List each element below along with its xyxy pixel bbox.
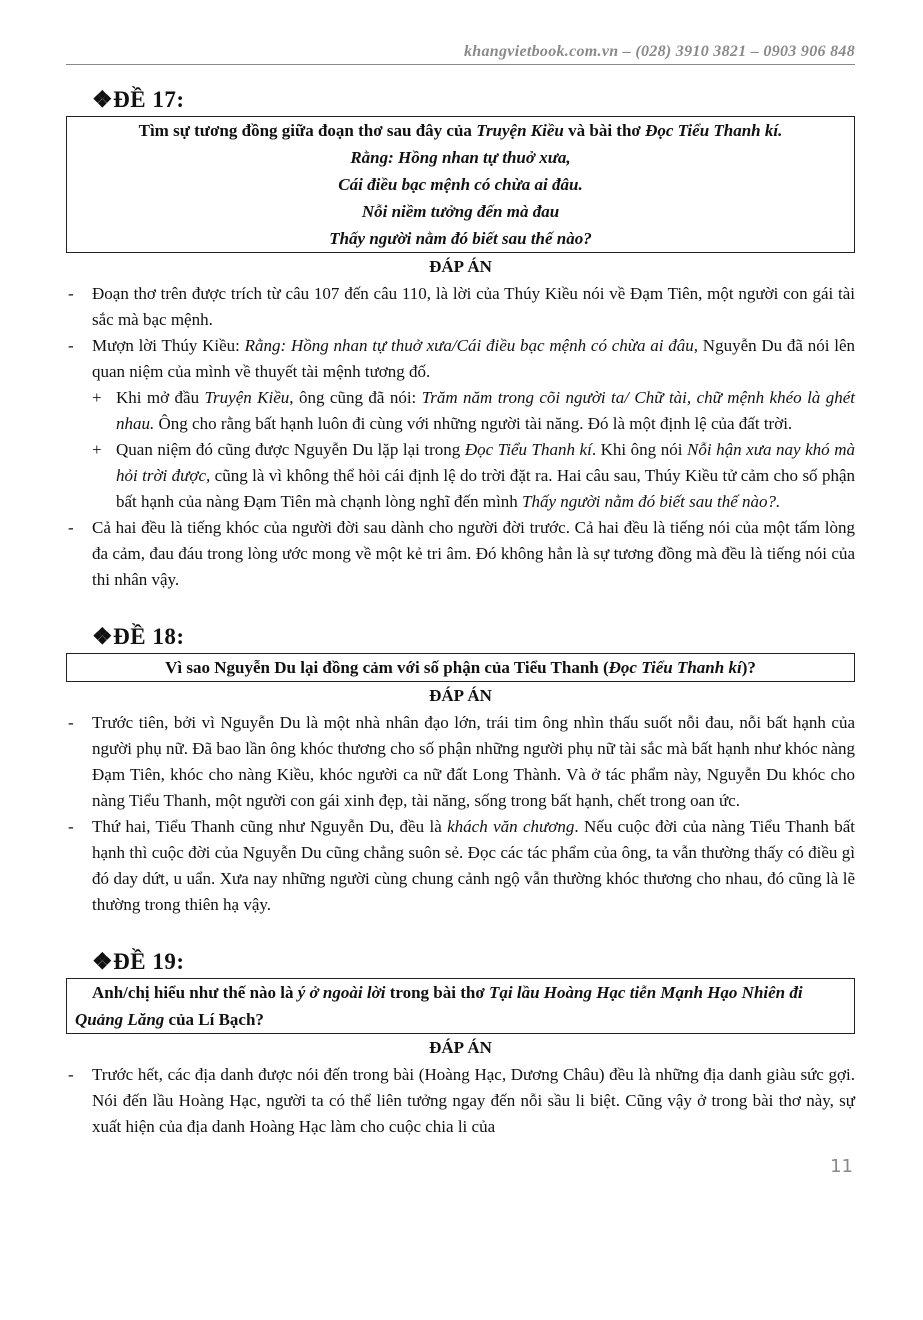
answer-label: ĐÁP ÁN bbox=[429, 686, 492, 705]
question-box bbox=[66, 116, 855, 253]
text-run: và bài thơ bbox=[563, 121, 646, 140]
question-line bbox=[75, 979, 846, 1033]
text-run: Ông cho rằng bất hạnh luôn đi cùng với những người tài năng. Đó là một định lệ của đất trời. bbox=[154, 414, 793, 433]
text-run: , ông cũng đã nói: bbox=[289, 388, 422, 407]
text-run: của Lí Bạch? bbox=[164, 1010, 264, 1029]
question-line bbox=[75, 117, 846, 144]
question-line bbox=[75, 144, 846, 171]
bullet-marker: - bbox=[68, 518, 74, 537]
question-line bbox=[75, 654, 846, 681]
sub-bullet-item bbox=[66, 437, 860, 515]
bullet-marker: - bbox=[68, 817, 74, 836]
bullet-marker: + bbox=[92, 388, 102, 407]
italic-text: Nỗi hận xưa nay khó mà hỏi trời được, bbox=[116, 440, 860, 485]
italic-text: Rằng: Hồng nhan tự thuở xưa/Cái điều bạc mệnh có chừa ai đâu, bbox=[244, 336, 699, 355]
text-run: )? bbox=[741, 658, 756, 677]
italic-text: Đọc Tiểu Thanh kí. bbox=[645, 121, 783, 140]
question-line bbox=[75, 225, 846, 252]
text-run: Quan niệm đó cũng được Nguyễn Du lặp lại trong bbox=[116, 440, 465, 459]
bullet-item bbox=[66, 814, 860, 918]
text-run: Đoạn thơ trên được trích từ câu 107 đến câu 110, là lời của Thúy Kiều nói về Đạm Tiên, một người con gái tài sắc mà bạc mệnh. bbox=[92, 284, 860, 329]
exercise-heading: ❖ĐỀ 19: bbox=[92, 949, 185, 974]
exercise-section bbox=[66, 623, 860, 918]
exercise-section bbox=[66, 948, 860, 1140]
text-run: Anh/chị hiểu như thế nào là bbox=[75, 983, 298, 1002]
answer-label: ĐÁP ÁN bbox=[429, 257, 492, 276]
text-run: Trước hết, các địa danh được nói đến trong bài (Hoàng Hạc, Dương Châu) đều là những địa danh giàu sức gợi. Nói đến lầu Hoàng Hạc, người ta có thể liên tưởng ngay đến nỗi sầu li biệt. Cũng vậy ở trong bài thơ này, sự xuất hiện của địa danh Hoàng Hạc làm cho cuộc chia li của bbox=[92, 1065, 860, 1136]
text-run: Vì sao Nguyễn Du lại đồng cảm với số phận của Tiểu Thanh ( bbox=[165, 658, 609, 677]
italic-text: Truyện Kiều bbox=[476, 121, 564, 140]
question-line bbox=[75, 198, 846, 225]
question-box bbox=[66, 653, 855, 682]
section-gap bbox=[66, 918, 855, 948]
italic-text: Đọc Tiểu Thanh kí bbox=[608, 658, 742, 677]
answer-label: ĐÁP ÁN bbox=[429, 1038, 492, 1057]
bullet-item bbox=[66, 1062, 860, 1140]
bullet-marker: - bbox=[68, 336, 74, 355]
section-gap bbox=[66, 593, 855, 623]
italic-text: ý ở ngoài lời bbox=[297, 983, 386, 1002]
page-header: khangvietbook.com.vn – (028) 3910 3821 – 0903 906 848 bbox=[464, 43, 855, 60]
exercise-section bbox=[66, 86, 860, 593]
italic-text: Cái điều bạc mệnh có chừa ai đâu. bbox=[338, 175, 583, 194]
question-line bbox=[75, 171, 846, 198]
bullet-item bbox=[66, 515, 860, 593]
exercise-heading: ❖ĐỀ 17: bbox=[92, 87, 185, 112]
text-run: Thứ hai, Tiểu Thanh cũng như Nguyễn Du, đều là bbox=[92, 817, 448, 836]
bullet-marker: - bbox=[68, 284, 74, 303]
italic-text: Tại lầu Hoàng Hạc tiễn Mạnh Hạo Nhiên đi Quảng Lăng bbox=[75, 983, 807, 1029]
italic-text: Đọc Tiểu Thanh kí bbox=[464, 440, 592, 459]
page-number: 11 bbox=[830, 1156, 853, 1177]
text-run: Mượn lời Thúy Kiều: bbox=[92, 336, 245, 355]
exercise-heading: ❖ĐỀ 18: bbox=[92, 624, 185, 649]
bullet-item bbox=[66, 710, 860, 814]
text-run: Khi mở đầu bbox=[116, 388, 205, 407]
text-run: trong bài thơ bbox=[385, 983, 489, 1002]
text-run: Nguyễn Du đã nói lên quan niệm của mình về thuyết tài mệnh tương đố. bbox=[92, 336, 860, 381]
italic-text: Nỗi niềm tưởng đến mà đau bbox=[361, 202, 560, 221]
header-divider bbox=[66, 64, 855, 65]
italic-text: khách văn chương bbox=[447, 817, 575, 836]
sub-bullet-item bbox=[66, 385, 860, 437]
text-run: cũng là vì không thể hỏi cái định lệ do trời đặt ra. Hai câu sau, Thúy Kiều tử cảm cho số phận bất hạnh của nàng Đạm Tiên mà chạnh lòng nghĩ đến mình bbox=[116, 466, 860, 511]
italic-text: Thấy người nằm đó biết sau thế nào?. bbox=[522, 492, 781, 511]
italic-text: Rằng: Hồng nhan tự thuở xưa, bbox=[350, 148, 571, 167]
text-run: Tìm sự tương đồng giữa đoạn thơ sau đây của bbox=[138, 121, 477, 140]
italic-text: Trăm năm trong cõi người ta/ Chữ tài, chữ mệnh khéo là ghét nhau. bbox=[116, 388, 860, 433]
bullet-item bbox=[66, 333, 860, 385]
question-box bbox=[66, 978, 855, 1034]
bullet-marker: - bbox=[68, 713, 74, 732]
italic-text: Thấy người nằm đó biết sau thế nào? bbox=[329, 229, 592, 248]
text-run: . Khi ông nói bbox=[591, 440, 687, 459]
italic-text: Truyện Kiều bbox=[204, 388, 290, 407]
bullet-marker: + bbox=[92, 440, 102, 459]
page-content bbox=[66, 86, 860, 1140]
bullet-item bbox=[66, 281, 860, 333]
text-run: Trước tiên, bởi vì Nguyễn Du là một nhà nhân đạo lớn, trái tim ông nhìn thấu suốt nỗi đau, nỗi bất hạnh của người phụ nữ. Đã bao lần ông khóc thương cho số phận những người phụ nữ tài sắc mà bất hạnh như khóc nàng Đạm Tiên, khóc cho nàng Kiều, khóc người ca nữ đất Long Thành. Và ở tác phẩm này, Nguyễn Du khóc cho nàng Tiểu Thanh, một người con gái xinh đẹp, tài năng, sống trong bất hạnh, chết trong oan ức. bbox=[92, 713, 860, 810]
text-run: . Nếu cuộc đời của nàng Tiểu Thanh bất hạnh thì cuộc đời của Nguyễn Du cũng chẳng suôn sẻ. Đọc các tác phẩm của ông, ta vẫn thường thấy có điều gì đó day dứt, u uẩn. Xưa nay những người cùng chung cảnh ngộ vẫn thường khóc thương cho nhau, đó cũng là lẽ thường trong thiên hạ vậy. bbox=[92, 817, 860, 914]
text-run: Cả hai đều là tiếng khóc của người đời sau dành cho người đời trước. Cả hai đều là tiếng nói của một tấm lòng đa cảm, đau đáu trong lòng ước mong về một kẻ tri âm. Đó không hẳn là sự tương đồng mà đều là tiếng nói của thi nhân vậy. bbox=[92, 518, 860, 589]
bullet-marker: - bbox=[68, 1065, 74, 1084]
